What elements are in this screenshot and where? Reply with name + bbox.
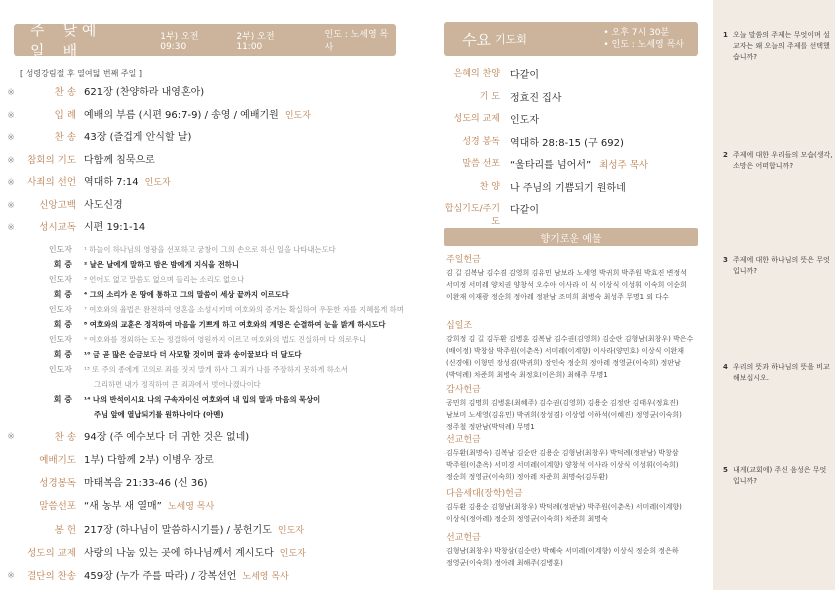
order-label: 참회의 기도 [27,154,76,166]
order-content-text: “새 농부 새 열매” [84,501,162,513]
offering-names: 공민희 김명희 김병훈(최혜주) 김수권(김영희) 김용순 김정란 김태우(정효진) 남보미 노세영(김유민) 박귀희(장성겸) 이상엽 이하석(이혜진) 정영균(이숙희) 정주철 정판남(박덕례) 무명1 [446,399,682,431]
order-label: 성도의 교제 [27,547,76,559]
order-content-text: 94장 (주 예수보다 더 귀한 것은 없네) [84,431,250,443]
order-content [84,150,410,173]
offering-group [446,486,696,525]
order-label: 신앙고백 [39,199,76,211]
offerings-title: 향기로운 예물 [444,228,698,246]
order-content [84,519,410,543]
order-content [84,426,410,449]
responsive-role: 회 중 [53,289,72,299]
offering-group [446,252,696,303]
wednesday-label: 성도의 교제 [453,114,500,124]
order-row [0,472,410,495]
standing-mark: ※ [7,431,15,442]
wednesday-content [510,134,702,149]
order-content-text: 시편 19:1-14 [84,222,146,233]
order-who: 인도자 [279,548,306,559]
order-content-text: 역대하 7:14 [84,177,139,188]
order-row [0,172,410,195]
responsive-role [0,407,84,422]
question-number: 5 [723,466,728,474]
wednesday-content-text: 정효진 집사 [510,92,562,104]
order-content [84,82,410,105]
order-label: 결단의 찬송 [27,571,76,583]
sunday-order [0,82,410,589]
order-content-text: 사도신경 [84,199,123,211]
order-row [0,195,410,218]
sunday-title-a: 주일 [30,21,45,60]
order-who: 인도자 [284,110,311,121]
responsive-text: ⁴ 그의 소리가 온 땅에 통하고 그의 말씀이 세상 끝까지 이르도다 [84,289,289,299]
offering-names: 김형남(최창우) 박창삼(김순란) 박혜숙 서미레(이계향) 이상식 정순희 정은하 정영균(이숙희) 정아레 최해주(김병훈) [446,547,679,567]
order-row [0,105,410,128]
question-text: 주제에 대한 우리들의 모습(생각, 소망은 어떠합니까? [733,151,833,170]
order-row [0,426,410,449]
responsive-reading [0,242,410,422]
reflection-question [723,465,833,487]
reflection-question [723,255,833,277]
order-row [0,449,410,472]
responsive-line [0,347,410,362]
standing-mark: ※ [7,155,15,166]
order-label: 예배기도 [39,454,76,466]
order-label: 찬 송 [54,431,76,443]
offering-category: 십일조 [446,321,473,331]
responsive-role: 인도자 [48,334,72,344]
order-row [0,217,410,240]
wednesday-content-text: 나 주님의 기쁨되기 원하네 [510,182,626,194]
order-content-text: 사랑의 나눔 있는 곳에 하나님께서 계시도다 [84,547,274,559]
responsive-line [0,317,410,332]
responsive-line [0,287,410,302]
wednesday-row [440,201,702,227]
order-content [84,195,410,218]
order-who: 인도자 [277,525,304,536]
order-content-text: 다함께 침묵으로 [84,154,155,166]
questions-panel [713,0,835,590]
offering-category: 다음세대(장학)헌금 [446,489,523,499]
question-text: 오늘 말씀의 주제는 무엇이며 설교자는 왜 오늘의 주제를 선택했습니까? [733,31,830,61]
wednesday-content [510,66,702,81]
responsive-text: ⁷ 여호와의 율법은 완전하여 영혼을 소성시키며 여호와의 증거는 확실하여 우둔한 자를 지혜롭게 하며 [84,304,404,314]
wednesday-label: 찬 양 [479,181,500,192]
responsive-role: 회 중 [53,319,72,329]
order-label: 사죄의 선언 [27,177,76,188]
responsive-text: ¹⁴ 나의 반석이시요 나의 구속자이신 여호와여 내 입의 말과 마음의 묵상이 [84,394,321,404]
sunday-header [14,21,396,60]
standing-mark: ※ [7,571,15,582]
responsive-line [0,257,410,272]
order-content [84,542,410,566]
order-content [84,495,410,519]
wednesday-row [440,179,702,194]
responsive-text: ¹³ 또 주의 종에게 고의로 죄를 짓지 말게 하사 그 죄가 나를 주장하지 못하게 하소서 [84,364,348,374]
standing-mark: ※ [7,110,15,121]
wednesday-info [603,27,684,51]
question-number: 3 [723,256,728,264]
wednesday-time: • 오후 7시 30분 [603,28,670,38]
standing-mark: ※ [7,200,15,211]
order-content-text: 예배의 부름 (시편 96:7-9) / 송영 / 예배기원 [84,109,279,121]
offering-group [446,432,696,483]
liturgical-note: [ 성령강림절 후 열여덟 번째 주일 ] [20,69,142,78]
wednesday-label: 합심기도/주기도 [444,204,500,227]
offering-names: 강희정 김 길 김두환 김병훈 김복남 김수권(김영희) 김순란 김형남(최창우) 박은수(배이정) 박창삼 박주원(이춘옥) 서미레(이계향) 이사라(양민호) 이상식 이완재(신경애) 이형민 장성겸(박귀희) 장인숙 정순희 정아레 정영균(이숙희) 정판남(박덕례) 차준희 최병숙 최정호(이은희) 최해주 무명1 [446,335,694,379]
responsive-text: ² 날은 날에게 말하고 밤은 밤에게 지식을 전하니 [84,259,239,269]
order-row [0,565,410,588]
order-row [0,542,410,565]
responsive-line [0,392,410,407]
responsive-line [0,242,410,257]
order-content [84,565,410,589]
sunday-service-panel [0,0,410,590]
order-row [0,495,410,518]
standing-mark: ※ [7,178,15,188]
wednesday-content-text: 역대하 28:8-15 (구 692) [510,137,624,149]
offering-category: 주일헌금 [446,255,481,265]
responsive-line [0,362,410,377]
offering-group [446,318,696,381]
responsive-line [0,272,410,287]
offering-category: 감사헌금 [446,385,481,395]
wednesday-content-text: 다같이 [510,205,539,216]
order-label: 봉 헌 [54,524,76,536]
wednesday-content [510,179,702,194]
offering-category: 선교헌금 [446,435,481,445]
responsive-line [0,407,410,422]
responsive-text: ³ 언어도 없고 말씀도 없으며 들리는 소리도 없으나 [84,274,245,284]
responsive-text: 주님 앞에 열납되기를 원하나이다 (아멘) [94,409,224,419]
question-number: 4 [723,363,728,371]
order-content-text: 43장 (즐겁게 안식할 날) [84,132,192,143]
order-who: 인도자 [144,178,171,188]
responsive-line [0,302,410,317]
column-divider [418,0,419,590]
order-row [0,127,410,150]
offering-category: 선교헌금 [446,533,481,543]
standing-mark: ※ [7,223,15,233]
order-content-text: 217장 (하나님이 말씀하시기를) / 봉헌기도 [84,524,272,536]
responsive-line [0,377,410,392]
order-row [0,150,410,173]
standing-mark: ※ [7,88,15,98]
wednesday-row [440,89,702,104]
question-text: 주제에 대한 하나님의 뜻은 무엇입니까? [733,256,830,275]
offering-names: 김두환 김용순 김형남(최창우) 박덕례(정판남) 박주원(이춘옥) 서미레(이계향) 이상식(정아레) 정순희 정영균(이숙희) 차준희 최명숙 [446,503,682,523]
order-content-text: 459장 (누가 주를 따라) / 강복선언 [84,571,237,583]
wednesday-title-a: 수요 [462,30,491,49]
offering-names: 김 길 김복남 김수겸 김영희 김유민 남보라 노세영 박귀희 박주원 박효진 변정석 서미정 서미레 양치권 양창석 오수아 이사라 이 식 이상식 이성휘 이숙희 이순희 이완재 이재광 정순희 정아레 정판남 조미희 최병숙 최성주 무명1 외 다수 [446,269,687,301]
wednesday-leader: • 인도 : 노세영 목사 [603,40,684,50]
question-number: 2 [723,151,728,159]
responsive-text: ¹⁰ 금 곧 많은 순금보다 더 사모할 것이며 꿀과 송이꿀보다 더 달도다 [84,349,302,359]
order-label: 성시교독 [39,222,76,233]
order-content-text: 1부) 다함께 2부) 이병우 장로 [84,454,214,466]
wednesday-content-text: 인도자 [510,115,539,126]
standing-mark: ※ [7,133,15,143]
wednesday-label: 은혜의 찬양 [453,69,500,79]
wednesday-label: 성경 봉독 [462,136,500,147]
responsive-role: 인도자 [48,304,72,314]
responsive-role: 회 중 [53,394,72,404]
responsive-role: 회 중 [53,349,72,359]
offering-group [446,530,696,569]
order-content [84,472,410,495]
wednesday-panel [440,0,702,590]
order-list-1 [0,82,410,240]
reflection-question [723,362,833,384]
order-content [84,127,410,150]
service-time-2: 2부) 오전 11:00 [236,31,275,52]
order-label: 찬 송 [54,87,76,98]
question-text: 내게(교회에) 주신 음성은 무엇입니까? [733,466,827,485]
order-label: 말씀선포 [39,501,76,513]
responsive-text: 그리하면 내가 정직하여 큰 죄과에서 벗어나겠나이다 [94,379,261,389]
wednesday-content [510,156,702,171]
order-label: 입 례 [54,109,76,121]
responsive-role: 회 중 [53,259,72,269]
order-list-2 [0,426,410,589]
order-who: 노세영 목사 [242,572,289,583]
reflection-question [723,30,833,63]
wednesday-content-text: “울타리를 넘어서” [510,160,592,171]
offering-names: 김두환(최명숙) 김복남 김순란 김용순 김형남(최창우) 박덕례(정판남) 박창삼 박주원(이춘옥) 서미경 서미레(이계향) 양창석 이사라 이상식 이성휘(이숙희) 정순희 정영균(이숙희) 정아레 차준희 최명숙(김두환) [446,449,679,481]
wednesday-row [440,134,702,149]
order-content [84,217,410,240]
responsive-role: 인도자 [48,274,72,284]
responsive-text: ⁹ 여호와를 경외하는 도는 정결하여 영원까지 이르고 여호와의 법도 진실하여 다 의로우니 [84,334,367,344]
order-content [84,105,410,128]
order-content [84,172,410,195]
wednesday-label: 말씀 선포 [462,159,500,169]
wednesday-label: 기 도 [479,91,500,102]
sunday-leader: 인도 : 노세영 목사 [324,30,389,53]
responsive-role: 인도자 [48,244,72,254]
wednesday-content [510,111,702,126]
responsive-role [0,377,84,392]
service-time-1: 1부) 오전 09:30 [160,31,199,52]
responsive-text: ⁸ 여호와의 교훈은 정직하여 마음을 기쁘게 하고 여호와의 계명은 순결하여 눈을 밝게 하시도다 [84,319,386,329]
question-text: 우리의 뜻과 하나님의 뜻을 비교해보십시오. [733,363,830,382]
wednesday-title-b: 기도회 [494,33,527,46]
order-label: 성경봉독 [39,478,76,490]
wednesday-content [510,201,702,227]
wednesday-who: 최성주 목사 [599,160,649,171]
order-content-text: 621장 (찬양하라 내영혼아) [84,87,205,98]
responsive-line [0,332,410,347]
wednesday-row [440,111,702,126]
order-who: 노세영 목사 [167,502,215,513]
wednesday-row [440,66,702,81]
order-row [0,519,410,542]
wednesday-row [440,156,702,171]
responsive-text: ¹ 하늘이 하나님의 영광을 선포하고 궁창이 그의 손으로 하신 일을 나타내는도다 [84,244,336,254]
wednesday-content [510,89,702,104]
wednesday-header [444,22,698,56]
order-content [84,449,410,472]
responsive-role: 인도자 [48,364,72,374]
order-row [0,82,410,105]
sunday-title-b: 낮 예배 [62,21,97,60]
order-label: 찬 송 [54,132,76,143]
order-content-text: 마태복음 21:33-46 (신 36) [84,478,208,490]
offering-group [446,382,696,433]
reflection-question [723,150,833,172]
question-number: 1 [723,31,728,39]
wednesday-content-text: 다같이 [510,70,539,81]
